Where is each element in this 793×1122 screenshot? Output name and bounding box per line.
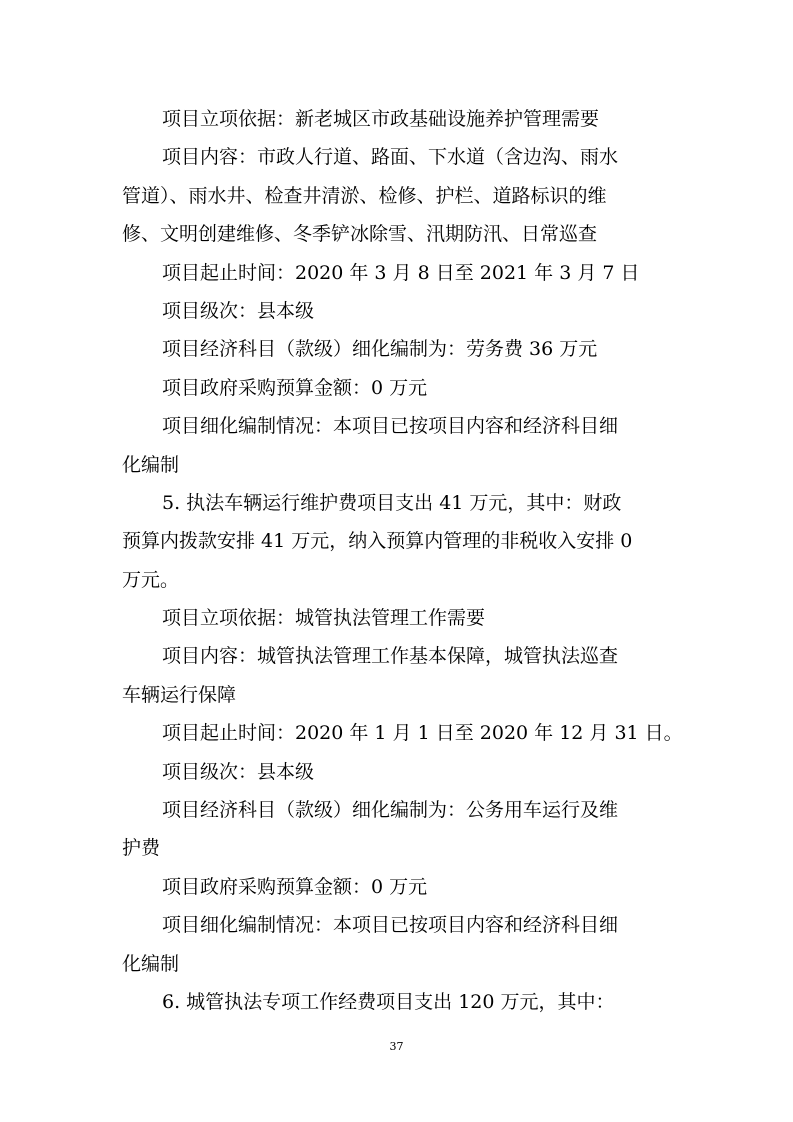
paragraph-line: 万元。 (122, 568, 180, 591)
paragraph-line: 项目政府采购预算金额：0 万元 (162, 376, 428, 399)
page-number: 37 (389, 1040, 404, 1053)
paragraph-line: 修、文明创建维修、冬季铲冰除雪、汛期防汛、日常巡查 (122, 223, 598, 246)
paragraph-line: 项目经济科目（款级）细化编制为：公务用车运行及维 (162, 799, 619, 822)
paragraph-line: 项目立项依据：城管执法管理工作需要 (162, 607, 486, 630)
paragraph-line: 项目级次：县本级 (162, 760, 315, 783)
paragraph-line: 化编制 (122, 952, 180, 975)
paragraph-line: 化编制 (122, 453, 180, 476)
paragraph-line: 项目立项依据：新老城区市政基础设施养护管理需要 (162, 108, 600, 130)
paragraph-line: 项目内容：市政人行道、路面、下水道（含边沟、雨水 (162, 146, 619, 169)
paragraph-line: 项目起止时间：2020 年 3 月 8 日至 2021 年 3 月 7 日 (162, 261, 640, 284)
paragraph-line: 项目政府采购预算金额：0 万元 (162, 875, 428, 898)
paragraph-line: 项目内容：城管执法管理工作基本保障，城管执法巡查 (162, 645, 619, 668)
paragraph-line: 项目起止时间：2020 年 1 月 1 日至 2020 年 12 月 31 日。 (162, 722, 683, 745)
paragraph-line: 项目级次：县本级 (162, 299, 315, 322)
section-heading-line: 5. 执法车辆运行维护费项目支出 41 万元，其中：财政 (162, 491, 622, 514)
body-text (122, 100, 682, 1021)
paragraph-line: 项目经济科目（款级）细化编制为：劳务费 36 万元 (162, 338, 598, 361)
paragraph-line: 护费 (122, 837, 161, 860)
paragraph-line: 项目细化编制情况：本项目已按项目内容和经济科目细 (162, 415, 619, 438)
paragraph-line: 车辆运行保障 (122, 683, 237, 706)
paragraph-line: 预算内拨款安排 41 万元，纳入预算内管理的非税收入安排 0 (122, 530, 633, 553)
paragraph-line: 项目细化编制情况：本项目已按项目内容和经济科目细 (162, 914, 619, 937)
section-heading-line: 6. 城管执法专项工作经费项目支出 120 万元，其中： (162, 990, 615, 1013)
paragraph-line: 管道）、雨水井、检查井清淤、检修、护栏、道路标识的维 (122, 184, 607, 207)
